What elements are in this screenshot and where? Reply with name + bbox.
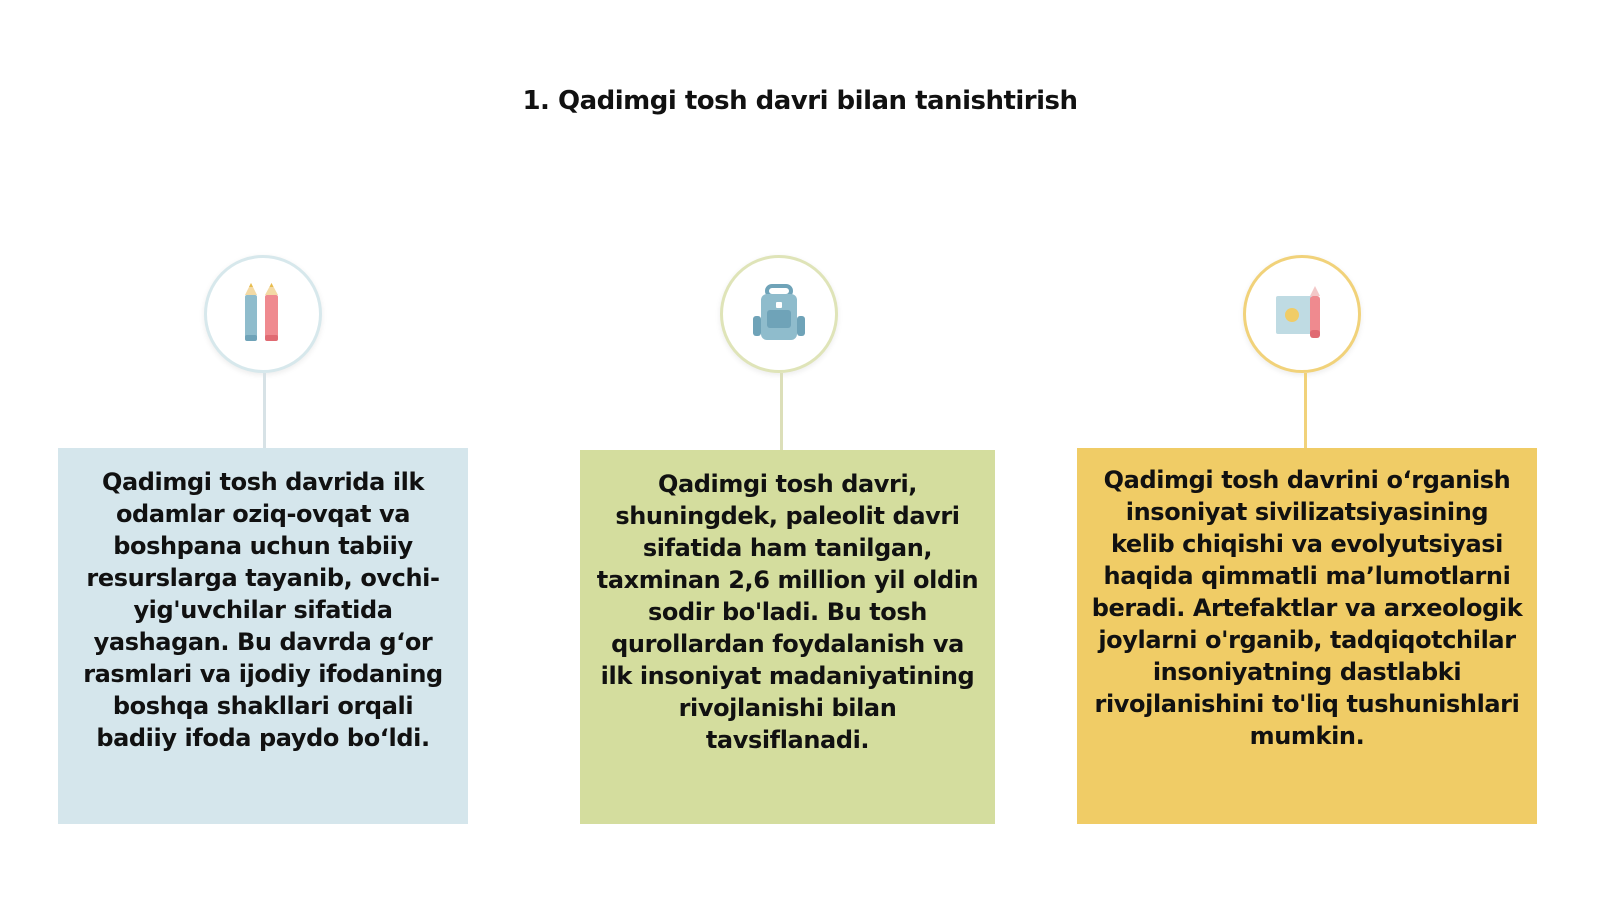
info-card-1 bbox=[58, 448, 468, 824]
canvas-and-crayon-icon bbox=[1270, 282, 1334, 346]
connector-line-2 bbox=[780, 373, 783, 450]
connector-line-1 bbox=[263, 373, 266, 448]
info-card-text: Qadimgi tosh davri, shuningdek, paleolit davri sifatida ham tanilgan, taxminan 2,6 million yil oldin sodir bo'ladi. Bu tosh qurollardan foydalanish va ilk insoniyat madaniyatining rivojlanishi bilan tavsiflanadi. bbox=[596, 470, 979, 754]
icon-circle-1 bbox=[204, 255, 322, 373]
info-card-text: Qadimgi tosh davrida ilk odamlar oziq-ovqat va boshpana uchun tabiiy resurslarga tayanib, ovchi-yig'uvchilar sifatida yashagan. Bu davrda g‘or rasmlari va ijodiy ifodaning boshqa shakllari orqali badiiy ifoda paydo bo‘ldi. bbox=[83, 468, 443, 752]
pencils-icon bbox=[233, 279, 293, 349]
info-card-text: Qadimgi tosh davrini o‘rganish insoniyat sivilizatsiyasining kelib chiqishi va evolyutsiyasi haqida qimmatli ma’lumotlarni beradi. Artefaktlar va arxeologik joylarni o'rganib, tadqiqotchilar insoniyatning dastlabki rivojlanishini to'liq tushunishlari mumkin. bbox=[1091, 466, 1523, 750]
connector-line-3 bbox=[1304, 373, 1307, 448]
icon-circle-2 bbox=[720, 255, 838, 373]
info-card-3 bbox=[1077, 448, 1537, 824]
slide-title: 1. Qadimgi tosh davri bilan tanishtirish bbox=[522, 86, 1078, 116]
backpack-icon bbox=[747, 282, 811, 346]
info-card-2 bbox=[580, 450, 995, 824]
icon-circle-3 bbox=[1243, 255, 1361, 373]
